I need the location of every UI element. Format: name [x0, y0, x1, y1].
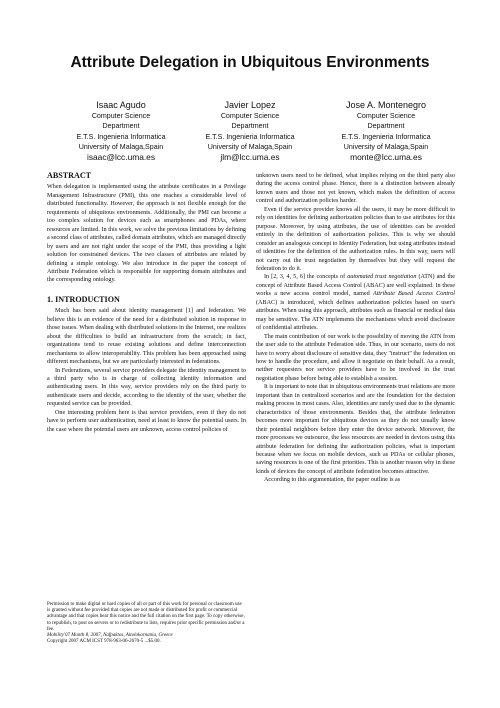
- author-school: E.T.S. Ingenieria Informatica: [76, 132, 166, 141]
- body-paragraph: Even if the service provider knows all the users, it may be more difficult to rely on identities for defining authorization policies than to use attributes for this purpose. Moreover, by using attributes, the use of identities can be avoided entirely in the definition of authorization policies. This is why we should consider an analogous concept to Identity Federation, but using attributes instead of identities for the definition of the authorization rules. In this way, users will not carry out the trust negotiation by themselves but they will request the federation to do it.: [256, 206, 456, 272]
- author-name: Javier Lopez: [224, 100, 276, 110]
- body-paragraph: According to this argumentation, the paper outline is as: [264, 477, 401, 484]
- body-paragraph: [256, 273, 455, 332]
- permission-text: Permission to make digital or hard copies of all or part of this work for personal or classroom use is granted without fee provided that copies are not made or distributed for profit or commercial advantage and that copies bear this notice and the full citation on the first page. To copy otherwise, to republish, to post on servers or to redistribute to lists, requires prior specific permission and/or a fee.: [47, 602, 245, 632]
- author-department-line2: Department: [102, 122, 140, 131]
- author-department-line2: Department: [367, 122, 405, 131]
- author-block: [180, 99, 320, 163]
- emphasized-term: automated trust negotiation: [347, 274, 417, 281]
- intro-paragraph: One interesting problem here is that service providers, even if they do not have to perform user authentication, need at least to know the potential users. In the case where the potential users are unknown, access control policies of: [47, 409, 246, 433]
- right-column: [256, 172, 455, 485]
- author-name: Isaac Agudo: [96, 100, 146, 110]
- author-university: University of Malaga,Spain: [78, 142, 164, 151]
- intro-paragraph: In Federations, several service providers delegate the identity management to a third party who is in charge of collecting identity information and authenticating users. In this way, service providers rely on the third party to authenticate users and decide, according to the identity of the user, whether the requested service can be provided.: [47, 367, 246, 408]
- paragraph-text: In [2, 3, 4, 5, 6] the concepts of: [264, 274, 348, 281]
- author-name: Jose A. Montenegro: [345, 100, 427, 110]
- author-block: [316, 99, 456, 163]
- paper-title: Attribute Delegation in Ubiquitous Environments: [70, 54, 430, 71]
- author-university: University of Malaga,Spain: [343, 142, 429, 151]
- author-block: [51, 99, 191, 163]
- body-paragraph: It is important to note that in ubiquitous environments trust relations are more important than in centralized scenarios and are the foundation for the decision making process in most cases. Also, identities are rarely used due to the dynamic characteristics of those environments. Besides that, the attribute federation becomes more important for ubiquitous devices as they do not usually know their potential neighbors before they enter the device network. Moreover, the more processes we outsource, the less resources are needed in devices using this attribute federation for defining the authorization policies, what is important because when we focus on mobile devices, such as PDAs or cellular phones, saving resources is one of the first priorities. This is another reason why in these kinds of devices the concept of attribute federation becomes attractive.: [256, 384, 456, 475]
- abstract-text: When delegation is implemented using the attribute certificates in a Privilege Management Infrastructure (PMI), this one reaches a considerable level of distributed functionality. However, the approach is not flexible enough for the requirements of ubiquitous environments. Additionally, the PMI can become a too complex solution for devices such as smartphones and PDAs, where resources are limited. In this work, we solve the previous limitations by defining a second class of attributes, called domain attributes, which are managed directly by users and are not right under the scope of the PMI, thus providing a light solution for constrained devices. The two classes of attributes are related by defining a simple ontology. We also introduce in the paper the concept of Attribute Federation which is responsible for supporting domain attributes and the corresponding ontology.: [47, 184, 246, 284]
- left-column: [47, 172, 246, 434]
- body-paragraph: The main contribution of our work is the possibility of moving the ATN from the user side to the attribute Federation side. Thus, in our scenario, users do not have to worry about disclosure of sensitive data, they "instruct" the federation on how to handle the procedure, and allow it negotiate on their behalf. As a result, neither requesters nor service providers have to be involved in the trust negotiation phase before being able to establish a session.: [256, 333, 455, 382]
- author-university: University of Malaga,Spain: [207, 142, 293, 151]
- author-email: jlm@lcc.uma.es: [220, 152, 280, 163]
- paragraph-text: (ATN) and the concept of Attribute Based Access Control (ABAC) are well explained. In these works a new access control model, named: [256, 274, 455, 298]
- abstract-heading: ABSTRACT: [47, 171, 92, 180]
- author-department: Computer Science: [220, 112, 280, 120]
- author-school: E.T.S. Ingenieria Informatica: [341, 132, 431, 141]
- paragraph-text: (ABAC) is introduced, which defines authorization policies based on user's attributes. When using this approach, attributes such as financial or medical data may be sensitive. The ATN implements the mechanisms which avoid disclosure of confidential attributes.: [256, 299, 455, 332]
- author-department: Computer Science: [91, 112, 151, 120]
- author-email: monte@lcc.uma.es: [350, 152, 422, 163]
- body-paragraph: unknown users need to be defined, what implies relying on the third party also during the access control phase. Hence, there is a distinction between already known users and those not yet known, which makes the definition of access control and authorization policies harder.: [256, 173, 455, 205]
- permission-notice: [47, 602, 246, 645]
- author-department: Computer Science: [356, 112, 416, 120]
- copyright-line: Copyright 2007 ACM ICST 978-963-06-2670-5 ...$5.00.: [47, 639, 161, 645]
- author-school: E.T.S. Ingenieria Informatica: [205, 132, 295, 141]
- conference-venue: Mobility'07 Month 8, 2007, Nafpaktos, Aitolokarnania, Greece: [47, 633, 173, 639]
- author-email: isaac@lcc.uma.es: [86, 152, 156, 163]
- intro-paragraph: Much has been said about identity management [1] and federation. We believe this is an evidence of the need for a distributed solution in response to those issues. When dealing with distributed solutions in the Internet, one realizes about the difficulties to build an infrastructure from the scratch; in fact, organizations tend to reuse existing solutions and define interconnection mechanisms to allow interoperability. This problem has been approached using different mechanisms, but we are particularly interested in federations.: [47, 308, 246, 366]
- introduction-heading: 1. INTRODUCTION: [47, 294, 120, 304]
- emphasized-term: Attribute Based Access Control: [372, 291, 455, 298]
- author-department-line2: Department: [231, 122, 269, 131]
